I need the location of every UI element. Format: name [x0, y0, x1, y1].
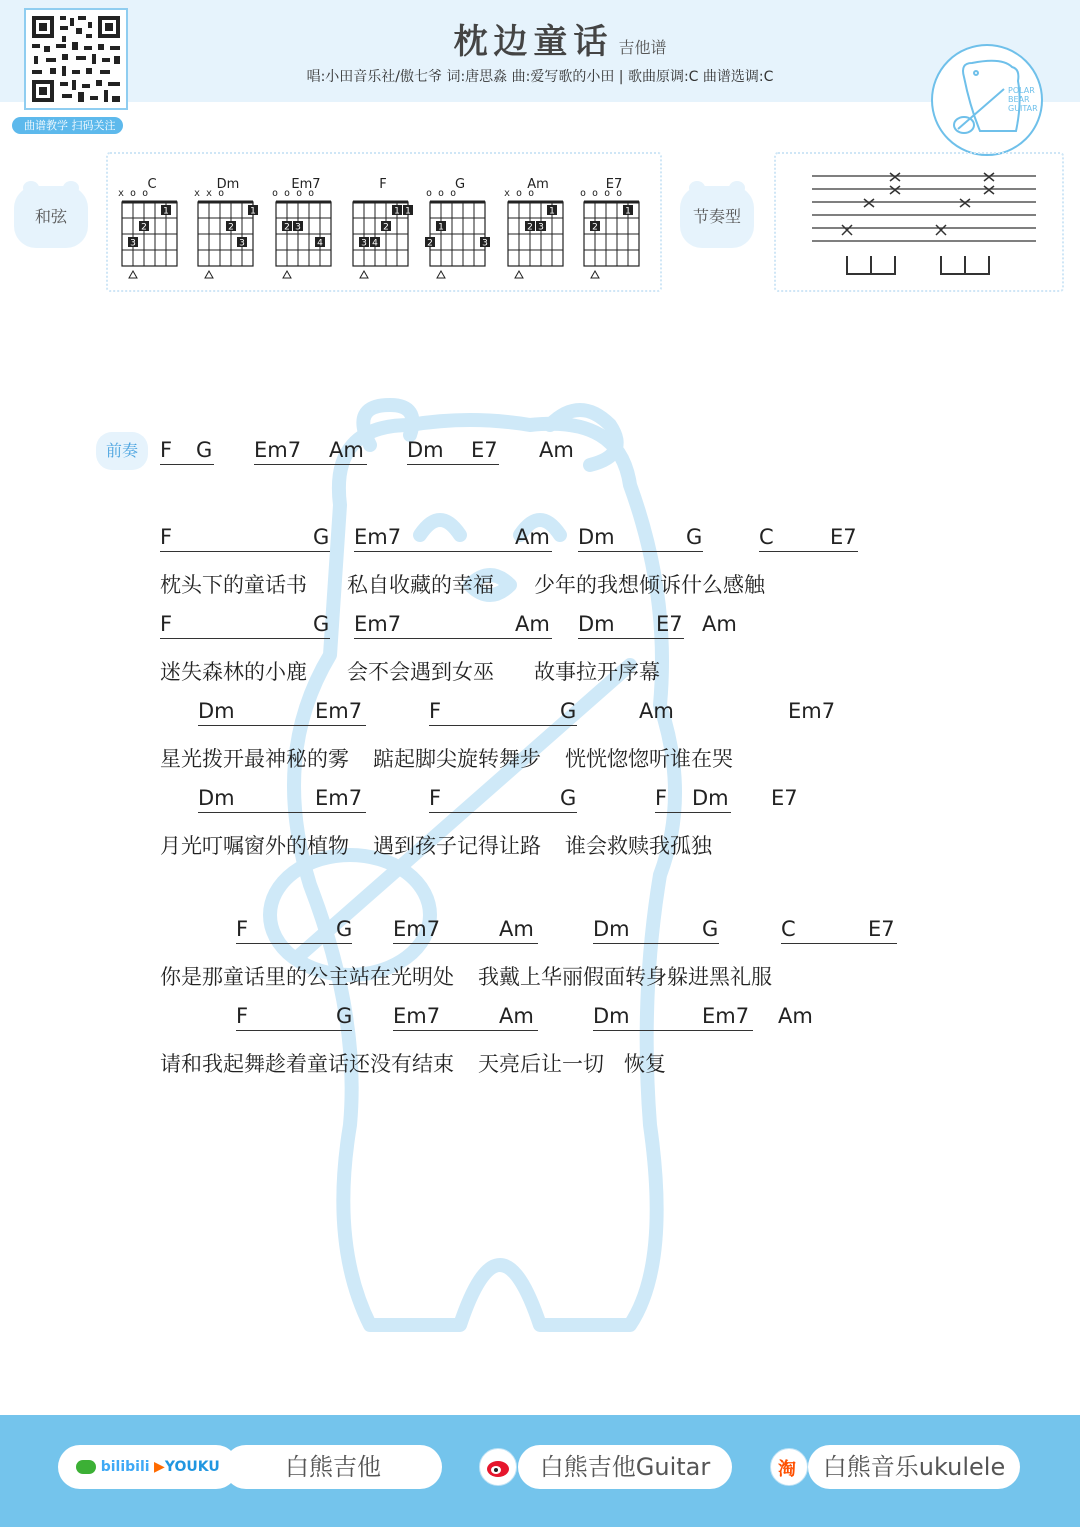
verse-chord-row [0, 525, 1080, 555]
chord: E7 [656, 612, 683, 636]
chord: Dm [692, 786, 729, 810]
chord: Em7 [315, 786, 363, 810]
chord: Em7 [354, 612, 402, 636]
chord: F [429, 786, 442, 810]
chord-diagram-c [118, 177, 177, 278]
chord: Em7 [393, 917, 441, 941]
chord: Am [515, 612, 550, 636]
chord: Am [515, 525, 550, 549]
chord: Dm [578, 525, 615, 549]
youku-play-icon: ▶ [154, 1459, 165, 1475]
lyric-phrase: 月光叮嘱窗外的植物 [160, 834, 349, 858]
chord: Em7 [354, 525, 402, 549]
finger-number: 2 [141, 222, 147, 233]
chord: G [336, 917, 353, 941]
chord: Em7 [788, 699, 836, 723]
finger-number: 2 [228, 222, 234, 233]
chord: Dm [198, 699, 235, 723]
rhythm-label: 节奏型 [680, 186, 754, 248]
channel-bilibili[interactable]: 白熊吉他 [224, 1445, 442, 1489]
intro-chords [0, 438, 1080, 468]
root-marker [591, 271, 599, 278]
chord: G [702, 917, 719, 941]
chord: Am [778, 1004, 813, 1028]
polar-bear-logo [930, 37, 1044, 167]
intro-chord: E7 [471, 438, 498, 462]
chord-name: F [379, 177, 387, 192]
chorus-chord-row [0, 1004, 1080, 1034]
open-muted-markers: o o o o [580, 188, 623, 199]
intro-label: 前奏 [96, 432, 148, 470]
chord: F [160, 525, 173, 549]
finger-number: 1 [405, 206, 411, 217]
root-marker [360, 271, 368, 278]
intro-chord: Dm [407, 438, 444, 462]
finger-number: 2 [592, 222, 598, 233]
finger-number: 2 [427, 238, 433, 249]
finger-number: 1 [250, 206, 256, 217]
intro-chord: Em7 [254, 438, 302, 462]
finger-number: 2 [527, 222, 533, 233]
intro-underline [254, 464, 367, 465]
chord-diagram-e7 [580, 177, 639, 278]
lyric-line [160, 656, 660, 686]
intro-underline [407, 464, 499, 465]
chord: G [313, 612, 330, 636]
weibo-icon[interactable] [479, 1448, 517, 1486]
chords-label: 和弦 [14, 186, 88, 248]
chord-name: Em7 [291, 177, 321, 192]
taobao-icon[interactable] [770, 1448, 808, 1486]
chord-name: G [454, 177, 466, 192]
open-muted-markers: x x o [194, 188, 225, 199]
lyric-phrase: 迷失森林的小鹿 [160, 660, 307, 684]
verse-chord-row [0, 786, 1080, 816]
finger-number: 2 [383, 222, 389, 233]
lyric-line [160, 830, 712, 860]
song-title [400, 14, 720, 63]
chord: E7 [830, 525, 857, 549]
finger-number: 1 [549, 206, 555, 217]
lyric-phrase: 恢复 [624, 1052, 666, 1076]
credits-line: 唱:小田音乐社/傲七爷 词:唐思淼 曲:爱写歌的小田 | 歌曲原调:C 曲谱选调:C [306, 69, 774, 85]
chord: Am [499, 917, 534, 941]
finger-number: 1 [625, 206, 631, 217]
lyric-line [160, 1048, 666, 1078]
chord-diagrams [106, 152, 666, 292]
lyric-phrase: 请和我起舞趁着童话还没有结束 [160, 1052, 454, 1076]
open-muted-markers: o o o o [272, 188, 315, 199]
chord: E7 [868, 917, 895, 941]
logo-text-3: GUITAR [1008, 104, 1038, 113]
chord: F [160, 612, 173, 636]
chord: C [759, 525, 774, 549]
finger-number: 1 [394, 206, 400, 217]
title-sub: 吉他谱 [618, 38, 667, 57]
chord-diagram-em7 [272, 177, 331, 278]
lyric-phrase: 少年的我想倾诉什么感触 [534, 573, 765, 597]
qr-caption: 曲谱教学 扫码关注 [12, 117, 123, 134]
finger-number: 4 [372, 238, 378, 249]
verse-chord-row [0, 699, 1080, 729]
intro-chord: G [196, 438, 213, 462]
chord-name: Am [527, 177, 549, 192]
wechat-icon [76, 1460, 96, 1474]
lyric-phrase: 踮起脚尖旋转舞步 [373, 747, 541, 771]
lyric-phrase: 故事拉开序幕 [534, 660, 660, 684]
lyric-phrase: 你是那童话里的公主站在光明处 [160, 965, 454, 989]
finger-number: 2 [284, 222, 290, 233]
chord: F [429, 699, 442, 723]
finger-number: 3 [130, 238, 136, 249]
root-marker [283, 271, 291, 278]
chord-diagram-g [425, 177, 490, 278]
bilibili-logo: bilibili [100, 1459, 150, 1475]
title-main: 枕边童话 [453, 22, 614, 62]
logo-text-1: POLAR [1008, 86, 1035, 95]
chord: Em7 [702, 1004, 750, 1028]
finger-number: 3 [295, 222, 301, 233]
finger-number: 1 [163, 206, 169, 217]
finger-number: 3 [538, 222, 544, 233]
channel-weibo[interactable]: 白熊吉他Guitar [518, 1445, 732, 1489]
lyric-phrase: 天亮后让一切 [478, 1052, 604, 1076]
footer-bar [0, 1415, 1080, 1527]
lyric-phrase: 遇到孩子记得让路 [373, 834, 541, 858]
finger-number: 3 [482, 238, 488, 249]
chord: F [236, 917, 249, 941]
chord: F [236, 1004, 249, 1028]
lyric-phrase: 谁会救赎我孤独 [565, 834, 712, 858]
finger-number: 3 [361, 238, 367, 249]
lyric-phrase: 枕头下的童话书 [160, 573, 307, 597]
intro-underline [160, 464, 214, 465]
finger-number: 4 [317, 238, 323, 249]
chord-name: Dm [216, 177, 240, 192]
chord: F [655, 786, 668, 810]
lyric-phrase: 会不会遇到女巫 [347, 660, 494, 684]
video-platforms[interactable] [58, 1445, 238, 1489]
chord: Em7 [315, 699, 363, 723]
lyric-line [160, 569, 765, 599]
root-marker [205, 271, 213, 278]
chord: Am [639, 699, 674, 723]
open-muted-markers: x o o [504, 188, 535, 199]
chord: Am [702, 612, 737, 636]
rhythm-pattern [774, 152, 1060, 292]
chord-diagram-dm [194, 177, 258, 278]
chord: Am [499, 1004, 534, 1028]
channel-taobao[interactable]: 白熊音乐ukulele [808, 1445, 1020, 1489]
lyric-phrase: 星光拨开最神秘的雾 [160, 747, 349, 771]
chord-diagram-am [504, 177, 563, 278]
open-muted-markers: x o o [118, 188, 149, 199]
lyric-phrase: 我戴上华丽假面转身躲进黑礼服 [478, 965, 772, 989]
qr-code[interactable] [24, 8, 128, 110]
verse-chord-row [0, 612, 1080, 642]
chord: Em7 [393, 1004, 441, 1028]
chord: G [313, 525, 330, 549]
root-marker [437, 271, 445, 278]
chord: Dm [578, 612, 615, 636]
lyric-phrase: 恍恍惚惚听谁在哭 [565, 747, 733, 771]
chord-name: E7 [605, 177, 623, 192]
youku-logo: YOUKU [164, 1459, 220, 1475]
chord: C [781, 917, 796, 941]
chord: G [560, 699, 577, 723]
chorus-chord-row [0, 917, 1080, 947]
logo-text-2: BEAR [1008, 95, 1030, 104]
lyric-line [160, 743, 733, 773]
svg-text:淘: 淘 [778, 1459, 796, 1480]
open-muted-markers: o o o [426, 188, 457, 199]
chord: Dm [198, 786, 235, 810]
chord: G [686, 525, 703, 549]
chord: Dm [593, 917, 630, 941]
chord-diagram-f [353, 177, 413, 278]
intro-chord: Am [539, 438, 574, 462]
chord: E7 [771, 786, 798, 810]
root-marker [515, 271, 523, 278]
chord: G [560, 786, 577, 810]
root-marker [129, 271, 137, 278]
lyric-phrase: 私自收藏的幸福 [347, 573, 494, 597]
finger-number: 3 [239, 238, 245, 249]
intro-chord: Am [329, 438, 364, 462]
intro-chord: F [160, 438, 173, 462]
chord: Dm [593, 1004, 630, 1028]
chord-name: C [147, 177, 157, 192]
finger-number: 1 [438, 222, 444, 233]
lyric-line [160, 961, 772, 991]
chord: G [336, 1004, 353, 1028]
